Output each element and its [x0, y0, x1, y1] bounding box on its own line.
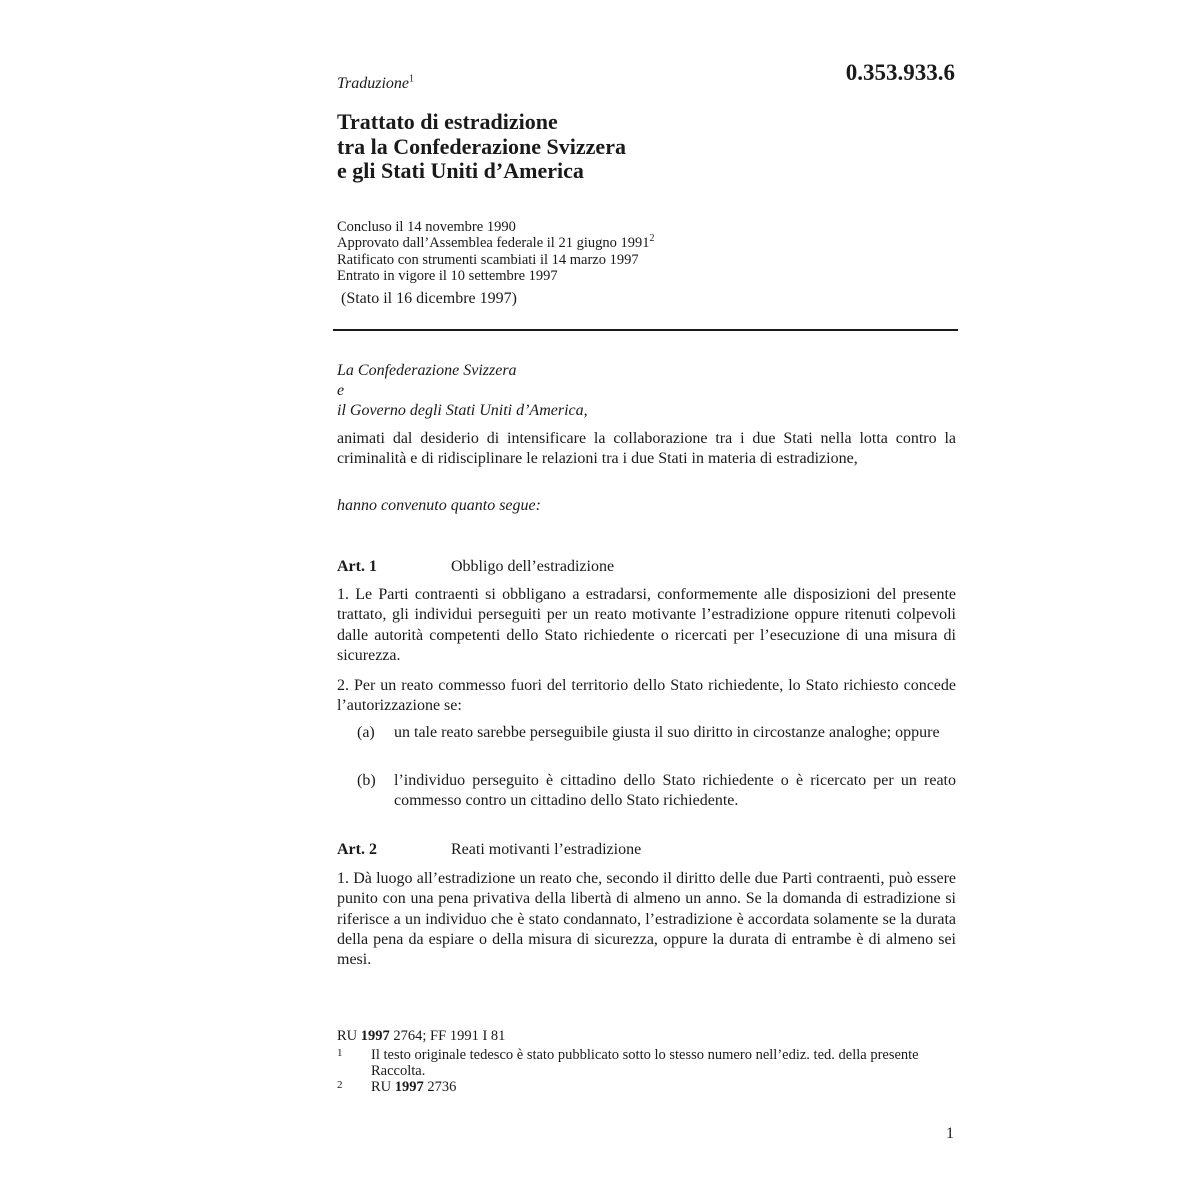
- approved-date: Approvato dall’Assemblea federale il 21 giugno 1991$^2$: [337, 233, 655, 252]
- document-title: [337, 110, 837, 184]
- item-text: l’individuo perseguito è cittadino dello Stato richiedente o è ricercato per un reato commesso contro un cittadino dello Stato richiedente.: [394, 772, 956, 810]
- footnote: [337, 1079, 957, 1095]
- footnote-mark-2[interactable]: 2: [649, 233, 655, 245]
- article-number[interactable]: Art. 1: [337, 558, 377, 575]
- article-paragraph: 1. Dà luogo all’estradizione un reato che, secondo il diritto delle due Parti contraenti, può essere punito con una pena privativa della libertà di almeno un anno. Se la domanda di estradizione si riferisce a un individuo che è stato condannato, l’estradizione è accordata solamente se la durata della pena da espiare o della misura di sicurezza, oppure la durata di entrambe è di almeno sei mesi.: [337, 870, 956, 969]
- preamble-parties: [337, 361, 956, 421]
- footnotes: [337, 1028, 957, 1095]
- title-line: Trattato di estradizione: [337, 109, 558, 134]
- treaty-metadata: [337, 219, 654, 284]
- item-label: (a): [357, 724, 375, 741]
- footnote-number: 1: [337, 1047, 343, 1059]
- in-force-date: Entrato in vigore il 10 settembre 1997: [337, 267, 558, 284]
- article-heading: [337, 558, 614, 576]
- source-reference: RU 1997 2764; FF 1991 I 81: [337, 1028, 506, 1044]
- translation-label: Traduzione$^1$: [337, 73, 415, 92]
- page-number: 1: [946, 1125, 954, 1142]
- party-name: il Governo degli Stati Uniti d’America,: [337, 402, 588, 419]
- status-date: (Stato il 16 dicembre 1997): [341, 290, 517, 307]
- article-heading: [337, 841, 641, 859]
- concluded-date: Concluso il 14 novembre 1990: [337, 219, 516, 235]
- article-paragraph: 2. Per un reato commesso fuori del territorio dello Stato richiedente, lo Stato richiesto concede l’autorizzazione se:: [337, 677, 956, 715]
- footnote-mark-1[interactable]: 1: [409, 73, 415, 85]
- list-item: [357, 771, 956, 812]
- article-title: Reati motivanti l’estradizione: [451, 841, 642, 858]
- footnote: [337, 1047, 957, 1079]
- title-line: tra la Confederazione Svizzera: [337, 133, 626, 159]
- list-item: [357, 723, 956, 743]
- ratified-date: Ratificato con strumenti scambiati il 14 marzo 1997: [337, 251, 639, 268]
- preamble-text: animati dal desiderio di intensificare la collaborazione tra i due Stati nella lotta contro la criminalità e di ridisciplinare le relazioni tra i due Stati in materia di estradizione,: [337, 430, 956, 468]
- header-divider: [333, 329, 958, 331]
- document-number: 0.353.933.6: [845, 60, 955, 85]
- article-paragraph: 1. Le Parti contraenti si obbligano a estradarsi, conformemente alle disposizioni del presente trattato, gli individui perseguiti per un reato motivante l’estradizione oppure ritenuti colpevoli dalle autorità competenti dello Stato richiedente o ricercati per l’esecuzione di una misura di sicurezza.: [337, 586, 956, 664]
- item-label: (b): [357, 772, 376, 789]
- footnote-text: RU 1997 2736: [371, 1079, 457, 1095]
- article-title: Obbligo dell’estradizione: [451, 558, 615, 575]
- item-text: un tale reato sarebbe perseguibile giusta il suo diritto in circostanze analoghe; oppure: [394, 724, 940, 741]
- party-name: La Confederazione Svizzera: [337, 362, 517, 379]
- conjunction: e: [337, 382, 345, 399]
- agreement-clause: hanno convenuto quanto segue:: [337, 497, 541, 514]
- title-line: e gli Stati Uniti d’America: [337, 158, 584, 183]
- article-number[interactable]: Art. 2: [337, 841, 377, 858]
- footnote-number: 2: [337, 1079, 343, 1091]
- footnote-text: Il testo originale tedesco è stato pubblicato sotto lo stesso numero nell’ediz. ted. della presente Raccolta.: [371, 1047, 919, 1079]
